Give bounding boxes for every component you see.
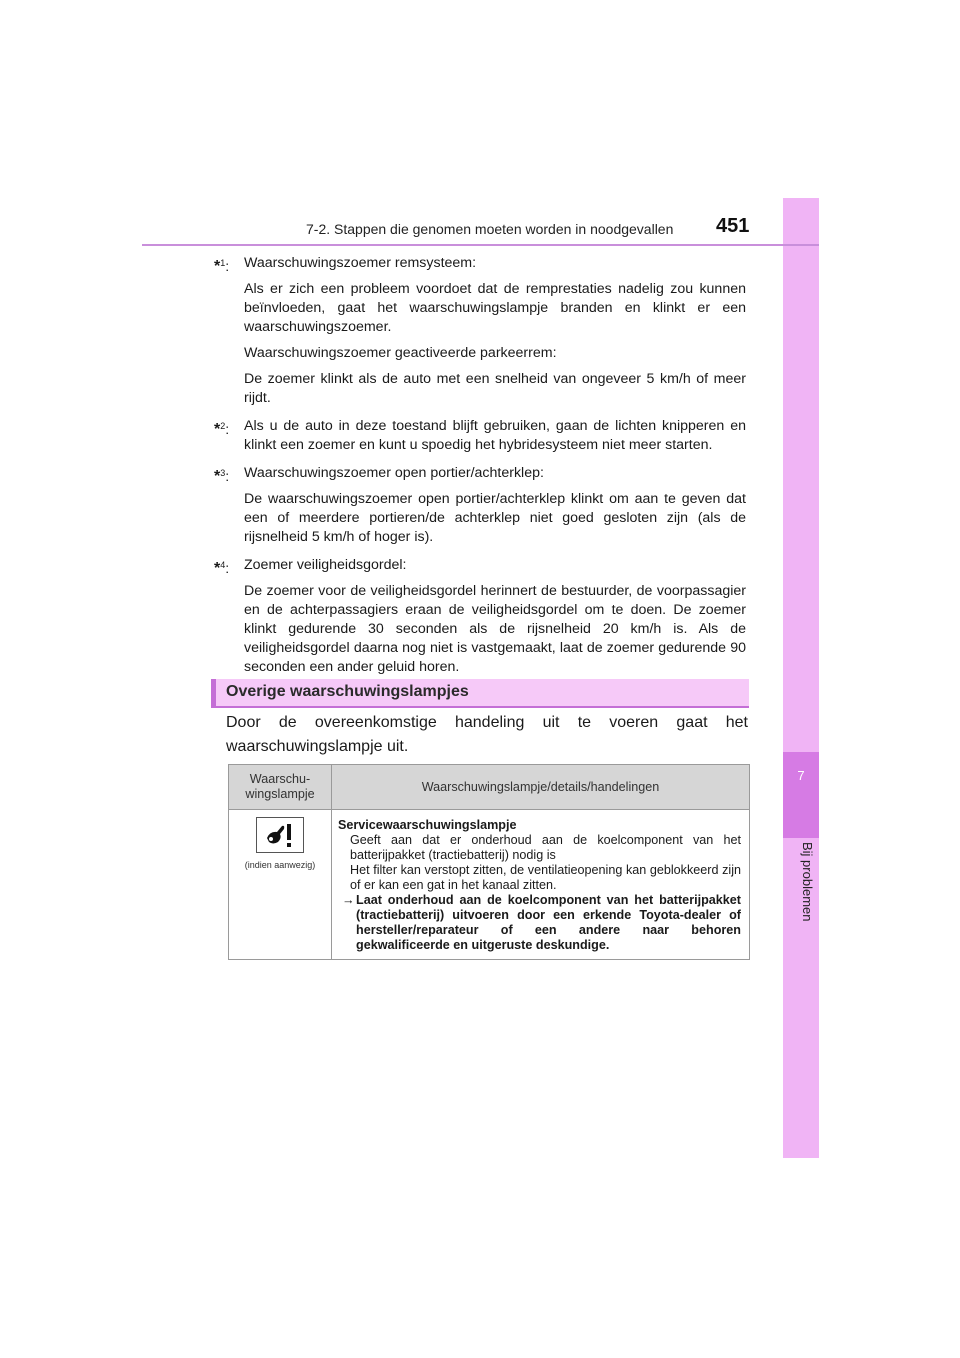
table-row xyxy=(229,810,750,960)
warning-lamp-table xyxy=(228,764,750,960)
footnote-1 xyxy=(214,254,746,408)
footnote-text: Als er zich een probleem voordoet dat de remprestaties nadelig zou kunnen beïnvloeden, gaat het waarschuwingslampje branden en klinkt er een waarschuwingszoemer. xyxy=(244,281,746,335)
column-header-lamp: Waarschu- wingslampje xyxy=(229,765,332,810)
footnote-2 xyxy=(214,417,746,455)
footnote-marker: *$^3$: xyxy=(214,468,230,485)
footnote-text: Waarschuwingszoemer geactiveerde parkeerrem: xyxy=(244,345,557,361)
footnote-marker: *$^4$: xyxy=(214,560,230,577)
running-header-title: 7-2. Stappen die genomen moeten worden in noodgevallen xyxy=(306,221,674,237)
lamp-availability-note: (indien aanwezig) xyxy=(244,860,316,870)
footnote-text: Waarschuwingszoemer open portier/achterklep: xyxy=(244,465,544,481)
header-rule xyxy=(142,244,819,246)
chapter-number: 7 xyxy=(797,768,805,783)
footnote-text: De zoemer voor de veiligheidsgordel herinnert de bestuurder, de voorpassagier en de achterpassagiers eraan de veiligheidsgordel om te doen. De zoemer klinkt gedurende 30 seconden als de rijsnelheid 20 km/h is. Als de veiligheidsgordel daarna nog niet is vastgemaakt, laat de zoemer gedurende 90 seconden een ander geluid horen. xyxy=(244,583,746,675)
column-header-details: Waarschuwingslampje/details/handelingen xyxy=(332,765,750,810)
page-number: 451 xyxy=(716,215,750,237)
footnote-text: Waarschuwingszoemer remsysteem: xyxy=(244,255,477,271)
details-cell xyxy=(332,810,750,960)
service-warning-icon xyxy=(256,817,304,853)
chapter-label: Bij problemen xyxy=(800,842,815,922)
footnotes xyxy=(214,254,746,686)
chapter-number-box xyxy=(783,752,819,838)
section-title: Overige waarschuwingslampjes xyxy=(226,683,469,700)
footnote-text: Zoemer veiligheidsgordel: xyxy=(244,557,407,573)
lamp-detail: Het filter kan verstopt zitten, de ventilatieopening kan geblokkeerd zijn of er kan een gat in het kanaal zitten. xyxy=(350,863,741,892)
lamp-name: Servicewaarschuwingslampje xyxy=(338,818,517,832)
footnote-4 xyxy=(214,556,746,677)
lamp-action-text: Laat onderhoud aan de koelcomponent van het batterijpakket (tractiebatterij) uitvoeren door een erkende Toyota-dealer of hersteller/reparateur of een andere naar behoren gekwalificeerde en uitgeruste deskundige. xyxy=(356,893,741,952)
footnote-text: Als u de auto in deze toestand blijft gebruiken, gaan de lichten knipperen en klinkt een zoemer en kunt u spoedig het hybridesysteem niet meer starten. xyxy=(244,418,746,453)
lamp-cell xyxy=(229,810,332,960)
section-intro: Door de overeenkomstige handeling uit te voeren gaat het waarschuwingslampje uit. xyxy=(226,714,748,755)
footnote-marker: *$^2$: xyxy=(214,421,230,438)
footnote-3 xyxy=(214,464,746,547)
footnote-marker: *$^1$: xyxy=(214,258,230,275)
table-header-row xyxy=(229,765,750,810)
arrow-right-icon: → xyxy=(342,893,355,907)
footnote-text: De waarschuwingszoemer open portier/achterklep klinkt om aan te geven dat een of meerdere portieren/de achterklep niet goed gesloten zijn (als de rijsnelheid 5 km/h of hoger is). xyxy=(244,491,746,545)
lamp-action xyxy=(338,893,741,953)
section-heading-rule xyxy=(211,706,749,708)
footnote-text: De zoemer klinkt als de auto met een snelheid van ongeveer 5 km/h of meer rijdt. xyxy=(244,371,746,406)
lamp-detail: Geeft aan dat er onderhoud aan de koelcomponent van het batterijpakket (tractiebatterij) nodig is xyxy=(350,833,741,862)
chapter-side-tab xyxy=(783,198,819,1158)
